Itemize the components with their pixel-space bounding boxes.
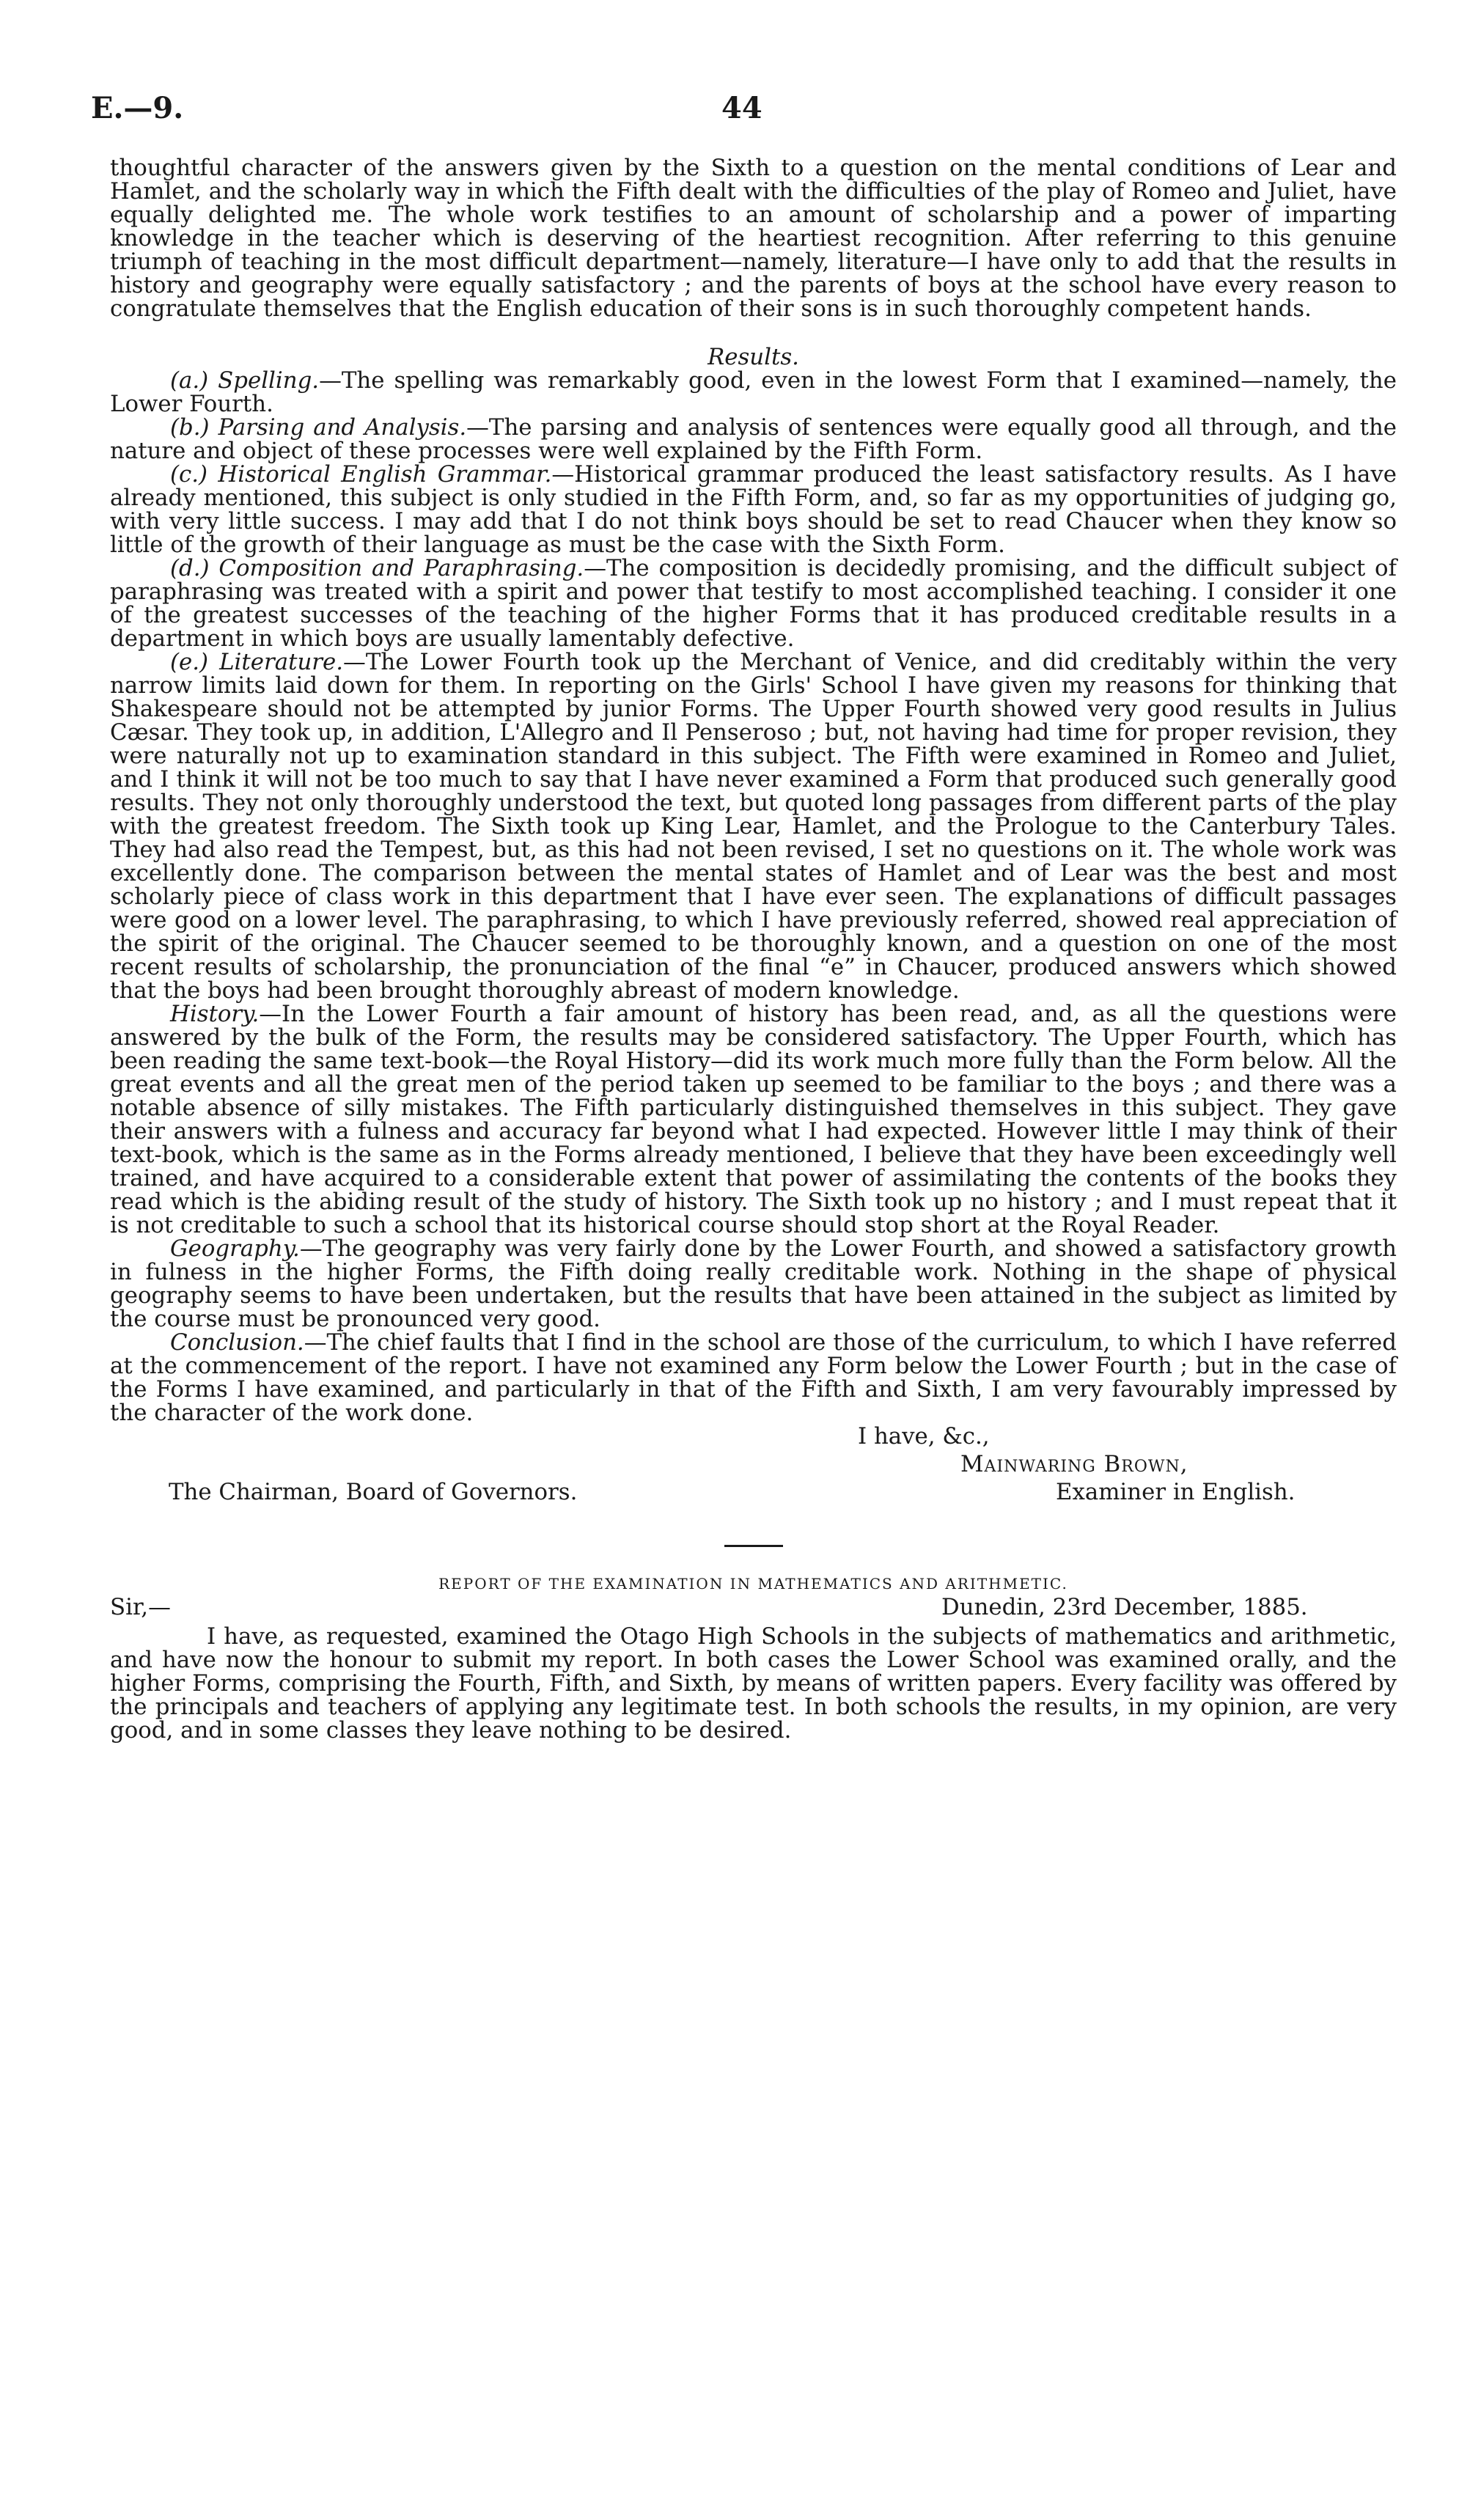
result-text: —The composition is decidedly promising, and the difficult subject of paraphrasing was treated with a spirit and power that testify to most accomplished teaching. I consider it one of the greatest successes of the teaching of the higher Forms that it has produced creditable results in a department in which boys are usually lamentably defective. <box>110 555 1397 652</box>
section-divider <box>724 1545 783 1547</box>
place-date: Dunedin, 23rd December, 1885. <box>941 1594 1308 1620</box>
result-label: (b.) Parsing and Analysis. <box>170 414 467 441</box>
examiner-title: Examiner in English. <box>1056 1479 1296 1505</box>
result-label: (a.) Spelling. <box>170 367 320 394</box>
page-body <box>110 156 1397 1742</box>
result-label: (c.) Historical English Grammar. <box>170 461 552 488</box>
result-text: —The geography was very fairly done by the Lower Fourth, and showed a satisfactory growth in fulness in the higher Forms, the Fifth doing really creditable work. Nothing in the shape of physical geography seems to have been undertaken, but the results that have been attained in the subject as limited by the course must be pronounced very good. <box>110 1235 1397 1332</box>
report-body: I have, as requested, examined the Otago High Schools in the subjects of mathematics and arithmetic, and have now the honour to submit my report. In both cases the Lower School was examined orally, and the higher Forms, comprising the Fourth, Fifth, and Sixth, by means of written papers. Every facility was offered by the principals and teachers of applying any legitimate test. In both schools the results, in my opinion, are very good, and in some classes they leave nothing to be desired. <box>110 1623 1397 1744</box>
result-item-parsing <box>110 416 1397 463</box>
salutation: Sir,— <box>110 1594 171 1620</box>
result-label: History. <box>170 1001 260 1027</box>
page-number: 44 <box>721 91 762 125</box>
result-label: Conclusion. <box>170 1329 304 1356</box>
addressee: The Chairman, Board of Governors. <box>169 1479 578 1505</box>
result-label: (e.) Literature. <box>170 649 344 675</box>
result-label: (d.) Composition and Paraphrasing. <box>170 555 584 581</box>
signature: Mainwaring Brown, <box>960 1451 1188 1477</box>
result-text: —The spelling was remarkably good, even in the lowest Form that I examined—namely, the Lower Fourth. <box>110 367 1397 417</box>
result-text: —In the Lower Fourth a fair amount of history has been read, and, as all the questions were answered by the bulk of the Form, the results may be considered satisfactory. The Upper Fourth, which has been reading the same text-book—the Royal History—did its work much more fully than the Form below. All the great events and all the great men of the period taken up seemed to be familiar to the boys ; and there was a notable absence of silly mistakes. The Fifth particularly distinguished themselves in this subject. They gave their answers with a fulness and accuracy far beyond what I had expected. However little I may think of their text-book, which is the same as in the Forms already mentioned, I believe that they have been exceedingly well trained, and have acquired to a considerable extent that power of assimilating the contents of the books they read which is the abiding result of the study of history. The Sixth took up no history ; and I must repeat that it is not creditable to such a school that its historical course should stop short at the Royal Reader. <box>110 1001 1397 1238</box>
result-item-conclusion <box>110 1331 1397 1425</box>
opening-paragraph: thoughtful character of the answers given by the Sixth to a question on the mental conditions of Lear and Hamlet, and the scholarly way in which the Fifth dealt with the difficulties of the play of Romeo and Juliet, have equally delighted me. The whole work testifies to an amount of scholarship and a power of imparting knowledge in the teacher which is deserving of the heartiest recognition. After referring to this genuine triumph of teaching in the most difficult department—namely, literature—I have only to add that the results in history and geography were equally satisfactory ; and the parents of boys at the school have every reason to congratulate themselves that the English education of their sons is in such thoroughly competent hands. <box>110 155 1397 322</box>
salutation-row <box>110 1595 1397 1625</box>
result-item-composition <box>110 556 1397 650</box>
result-item-history <box>110 1002 1397 1237</box>
result-item-grammar <box>110 463 1397 556</box>
result-text: —The Lower Fourth took up the Merchant of Venice, and did creditably within the very narrow limits laid down for them. In reporting on the Girls' School I have given my reasons for thinking that Shakespeare should not be attempted by junior Forms. The Upper Fourth showed very good results in Julius Cæsar. They took up, in addition, L'Allegro and Il Penseroso ; but, not having had time for proper revision, they were naturally not up to examination standard in this subject. The Fifth were examined in Romeo and Juliet, and I think it will not be too much to say that I have never examined a Form that produced such generally good results. They not only thoroughly understood the text, but quoted long passages from different parts of the play with the greatest freedom. The Sixth took up King Lear, Hamlet, and the Prologue to the Canterbury Tales. They had also read the Tempest, but, as this had not been revised, I set no questions on it. The whole work was excellently done. The comparison between the mental states of Hamlet and of Lear was the best and most scholarly piece of class work in this department that I have ever seen. The explanations of difficult passages were good on a lower level. The paraphrasing, to which I have previously referred, showed real appreciation of the spirit of the original. The Chaucer seemed to be thoroughly known, and a question on one of the most recent results of scholarship, the pronunciation of the final “e” in Chaucer, produced answers which showed that the boys had been brought thoroughly abreast of modern knowledge. <box>110 649 1397 1004</box>
report-title: REPORT OF THE EXAMINATION IN MATHEMATICS AND ARITHMETIC. <box>438 1575 1068 1593</box>
result-text: —The chief faults that I find in the school are those of the curriculum, to which I have referred at the commencement of the report. I have not examined any Form below the Lower Fourth ; but in the case of the Forms I have examined, and particularly in that of the Fifth and Sixth, I am very favourably impressed by the character of the work done. <box>110 1329 1397 1426</box>
result-item-geography <box>110 1237 1397 1331</box>
result-item-spelling <box>110 369 1397 416</box>
page-header <box>91 91 1400 135</box>
closing-line: I have, &c., <box>858 1423 990 1450</box>
result-text: —The parsing and analysis of sentences were equally good all through, and the nature and object of these processes were well explained by the Fifth Form. <box>110 414 1397 464</box>
result-item-literature <box>110 650 1397 1002</box>
document-code: E.—9. <box>91 91 184 125</box>
results-heading: Results. <box>708 344 799 370</box>
signoff-block <box>110 1425 1397 1529</box>
result-text: —Historical grammar produced the least satisfactory results. As I have already mentioned, this subject is only studied in the Fifth Form, and, so far as my opportunities of judging go, with very little success. I may add that I do not think boys should be set to read Chaucer when they know so little of the growth of their language as must be the case with the Sixth Form. <box>110 461 1397 558</box>
result-label: Geography. <box>170 1235 300 1262</box>
